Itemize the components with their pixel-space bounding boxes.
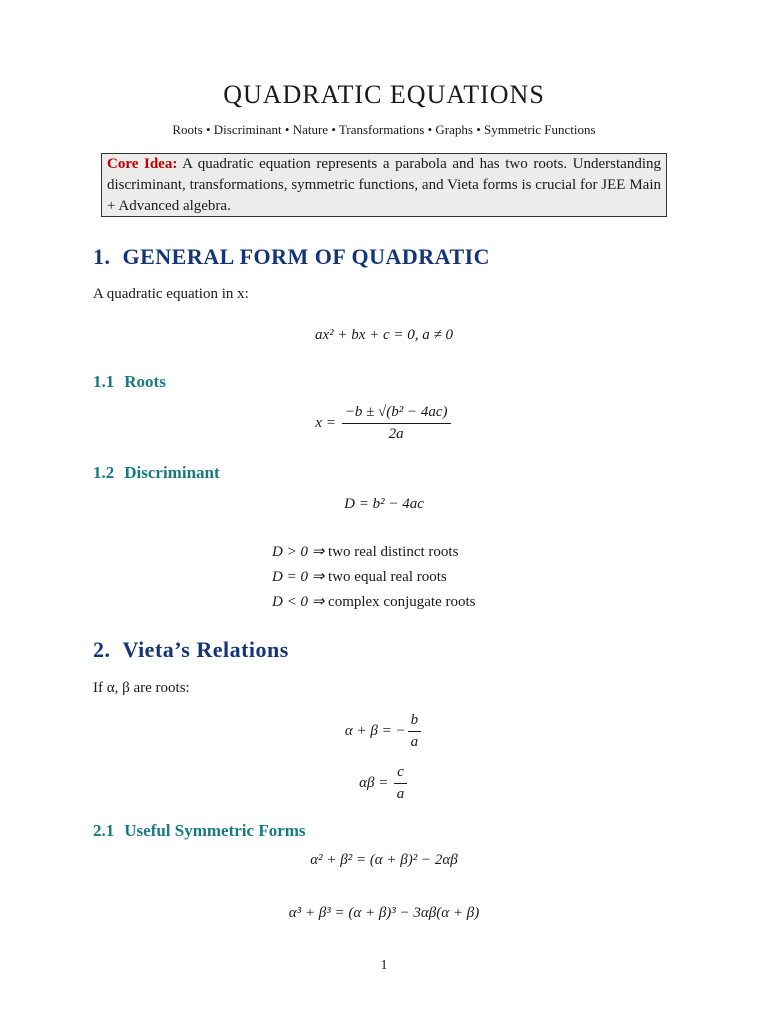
discriminant-case [272, 542, 458, 561]
section-1-heading [93, 244, 490, 270]
vieta-sum-denominator: a [410, 734, 419, 750]
subsection-symmetric-heading [93, 821, 306, 841]
discriminant-case-text: two real distinct roots [328, 544, 459, 560]
quadratic-formula [0, 404, 768, 443]
subsection-roots-title: Roots [124, 372, 166, 391]
section-1-intro: A quadratic equation in x: [93, 286, 249, 302]
subsection-discriminant-heading [93, 463, 220, 483]
subsection-roots-heading [93, 372, 166, 392]
section-2-intro: If α, β are roots: [93, 680, 190, 696]
vieta-sum-lhs: α + β = − [344, 722, 406, 739]
subsection-discriminant-title: Discriminant [124, 463, 220, 482]
vieta-product-fraction [394, 764, 407, 803]
discriminant-case-condition: D < 0 ⇒ [272, 594, 325, 610]
discriminant-equation: D = b² − 4ac [344, 496, 424, 512]
discriminant-case-text: two equal real roots [328, 569, 447, 585]
discriminant-case-condition: D = 0 ⇒ [272, 569, 325, 585]
document-title: QUADRATIC EQUATIONS [223, 80, 545, 109]
vieta-product-numerator: c [394, 764, 407, 784]
symmetric-form: α² + β² = (α + β)² − 2αβ [310, 852, 458, 868]
page-number: 1 [380, 958, 388, 973]
vieta-sum-numerator: b [408, 712, 422, 732]
vieta-sum [0, 712, 768, 751]
discriminant-case [272, 592, 476, 611]
document-subtitle: Roots • Discriminant • Nature • Transformations • Graphs • Symmetric Functions [172, 122, 596, 137]
section-2-heading [93, 637, 289, 663]
vieta-product [0, 764, 768, 803]
subsection-roots-number: 1.1 [93, 372, 115, 391]
subsection-symmetric-title: Useful Symmetric Forms [124, 821, 306, 840]
vieta-product-lhs: αβ = [359, 774, 389, 791]
discriminant-case-condition: D > 0 ⇒ [272, 544, 325, 560]
subsection-symmetric-number: 2.1 [93, 821, 115, 840]
vieta-sum-fraction [408, 712, 422, 751]
section-1-number: 1. [93, 244, 111, 269]
quadratic-formula-fraction [342, 404, 451, 443]
section-2-number: 2. [93, 637, 111, 662]
symmetric-form: α³ + β³ = (α + β)³ − 3αβ(α + β) [288, 905, 480, 921]
core-idea-box [101, 153, 667, 217]
quadratic-formula-denominator: 2a [388, 426, 404, 442]
discriminant-case-text: complex conjugate roots [328, 594, 476, 610]
core-idea-label: Core Idea: [107, 156, 178, 172]
core-idea-text: A quadratic equation represents a parabola and has two roots. Understanding discriminant, transformations, symmetric functions, and Vieta forms is crucial for JEE Main + Advanced algebra. [107, 156, 661, 214]
section-2-title: Vieta’s Relations [122, 637, 289, 662]
quadratic-formula-lhs: x = [315, 414, 336, 431]
vieta-product-denominator: a [396, 786, 405, 802]
discriminant-case [272, 567, 447, 586]
subsection-discriminant-number: 1.2 [93, 463, 115, 482]
general-form-equation: ax² + bx + c = 0, a ≠ 0 [314, 327, 454, 343]
quadratic-formula-numerator: −b ± √(b² − 4ac) [342, 404, 451, 424]
section-1-title: GENERAL FORM OF QUADRATIC [122, 244, 491, 269]
